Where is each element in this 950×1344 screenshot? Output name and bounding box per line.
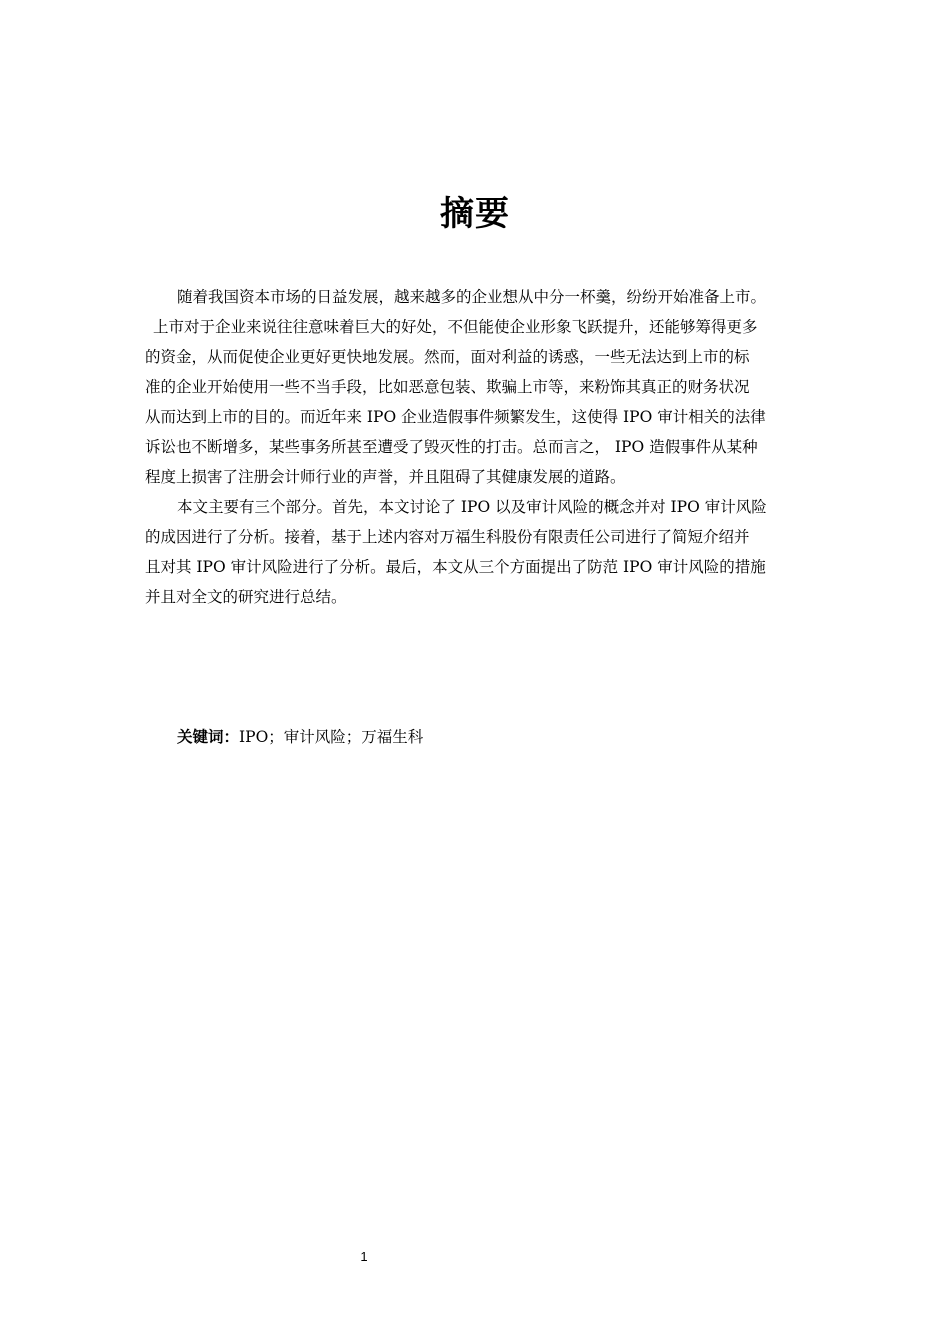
keywords-line bbox=[177, 722, 423, 752]
paragraph-line: 的资金，从而促使企业更好更快地发展。然而，面对利益的诱惑，一些无法达到上市的标 bbox=[145, 348, 750, 366]
abstract-body bbox=[145, 282, 815, 612]
paragraph-line: 准的企业开始使用一些不当手段，比如恶意包装、欺骗上市等，来粉饰其真正的财务状况 bbox=[145, 378, 750, 396]
paragraph-line: 程度上损害了注册会计师行业的声誉，并且阻碍了其健康发展的道路。 bbox=[145, 468, 626, 486]
keywords-label: 关键词： bbox=[177, 728, 240, 746]
paragraph-line: 且对其 IPO 审计风险进行了分析。最后，本文从三个方面提出了防范 IPO 审计风险的措施 bbox=[145, 558, 766, 576]
page-title: 摘要 bbox=[440, 194, 510, 234]
paragraph-line: 的成因进行了分析。接着，基于上述内容对万福生科股份有限责任公司进行了简短介绍并 bbox=[145, 528, 750, 546]
page-number: 1 bbox=[360, 1249, 368, 1264]
paragraph-1 bbox=[145, 282, 815, 492]
paragraph-line: 诉讼也不断增多，某些事务所甚至遭受了毁灭性的打击。总而言之， IPO 造假事件从某种 bbox=[145, 438, 758, 456]
paragraph-2 bbox=[145, 492, 815, 612]
paragraph-line: 随着我国资本市场的日益发展，越来越多的企业想从中分一杯羹，纷纷开始准备上市。 bbox=[177, 288, 767, 306]
paragraph-line: 本文主要有三个部分。首先，本文讨论了 IPO 以及审计风险的概念并对 IPO 审计风险 bbox=[177, 498, 767, 516]
paragraph-line: 并且对全文的研究进行总结。 bbox=[145, 588, 347, 606]
keywords-value: IPO；审计风险；万福生科 bbox=[239, 728, 424, 746]
paragraph-line: 上市对于企业来说往往意味着巨大的好处，不但能使企业形象飞跃提升，还能够筹得更多 bbox=[153, 318, 758, 336]
paragraph-line: 从而达到上市的目的。而近年来 IPO 企业造假事件频繁发生，这使得 IPO 审计相关的法律 bbox=[145, 408, 766, 426]
